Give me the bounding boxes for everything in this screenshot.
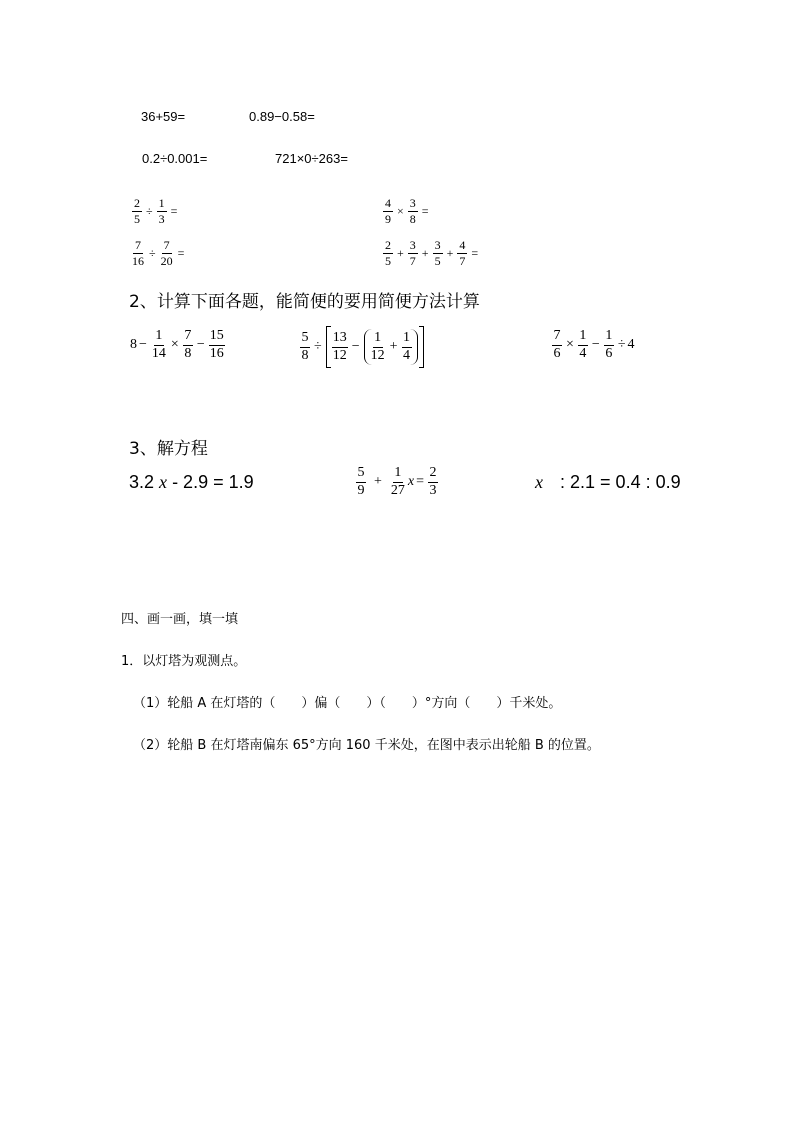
operator: × <box>397 203 404 218</box>
frac-expr-a <box>130 197 179 225</box>
oral-r1c2: 0.89−0.58= <box>249 109 315 124</box>
denominator: 4 <box>579 345 587 361</box>
operator: + <box>389 339 398 355</box>
left-square-bracket <box>326 326 331 368</box>
numerator: 4 <box>385 196 391 210</box>
numerator: 1 <box>373 331 383 348</box>
operator: × <box>566 337 574 353</box>
denominator: 8 <box>409 211 416 226</box>
numerator: 1 <box>158 196 165 210</box>
equals: = <box>421 203 429 218</box>
equation-2 <box>354 466 440 498</box>
denominator: 7 <box>459 253 466 268</box>
numerator: 1 <box>393 466 403 483</box>
numerator: 4 <box>459 238 466 252</box>
oral-r2c1: 0.2÷0.001= <box>142 151 208 166</box>
section-3-title: 3、解方程 <box>129 439 208 459</box>
operator: − <box>196 337 205 353</box>
denominator: 8 <box>184 345 192 361</box>
numerator: 7 <box>163 238 170 252</box>
numerator: 2 <box>428 466 438 483</box>
calc-expr-1 <box>130 329 227 361</box>
numerator: 3 <box>409 238 416 252</box>
denominator: 8 <box>301 347 309 363</box>
numerator: 15 <box>209 329 225 346</box>
equals: = <box>177 245 185 260</box>
numerator: 3 <box>434 238 441 252</box>
denominator: 12 <box>332 347 347 363</box>
equation-rest: - 2.9 = 1.9 <box>172 472 254 492</box>
operator: + <box>421 245 429 260</box>
denominator: 27 <box>390 482 405 498</box>
numerator: 1 <box>578 329 588 346</box>
equals: = <box>471 245 479 260</box>
integer: 8 <box>130 337 137 353</box>
question-1: 1．以灯塔为观测点。 <box>121 654 247 669</box>
variable-x: x <box>535 472 543 492</box>
equals: = <box>170 203 178 218</box>
denominator: 5 <box>385 253 391 268</box>
variable-x: x <box>159 472 168 492</box>
operator: ÷ <box>617 337 626 353</box>
denominator: 16 <box>132 253 144 268</box>
square-bracket-group <box>326 326 424 368</box>
numerator: 1 <box>154 329 164 346</box>
frac-expr-b <box>381 197 431 225</box>
operator: − <box>139 337 147 353</box>
coefficient: 3.2 <box>129 472 155 492</box>
calc-expr-3 <box>550 329 635 361</box>
frac-expr-c <box>129 239 186 267</box>
parenthesis-group <box>364 329 418 365</box>
numerator: 5 <box>356 466 366 483</box>
numerator: 2 <box>134 196 140 210</box>
numerator: 13 <box>332 331 348 348</box>
operator: ÷ <box>149 245 156 260</box>
section-2-title: 2、计算下面各题，能简便的要用简便方法计算 <box>129 292 480 312</box>
operator: ÷ <box>314 339 322 355</box>
denominator: 5 <box>134 211 140 226</box>
integer: 4 <box>627 337 635 353</box>
denominator: 16 <box>209 345 224 361</box>
denominator: 6 <box>553 345 561 361</box>
denominator: 3 <box>158 211 165 226</box>
numerator: 7 <box>183 329 193 346</box>
equation-rest: : 2.1 = 0.4 : 0.9 <box>560 472 681 492</box>
operator: × <box>170 337 179 353</box>
denominator: 14 <box>151 345 166 361</box>
denominator: 5 <box>434 253 441 268</box>
denominator: 4 <box>403 347 410 363</box>
calc-expr-2 <box>298 326 426 368</box>
operator: + <box>374 474 382 490</box>
numerator: 7 <box>135 238 141 252</box>
denominator: 9 <box>357 482 365 498</box>
operator: + <box>397 245 404 260</box>
numerator: 5 <box>300 331 310 348</box>
oral-r2c2: 721×0÷263= <box>275 151 348 166</box>
numerator: 3 <box>409 196 416 210</box>
denominator: 3 <box>429 482 437 498</box>
right-square-bracket <box>419 326 424 368</box>
question-1-part-2: （2）轮船 B 在灯塔南偏东 65°方向 160 千米处，在图中表示出轮船 B 的位置。 <box>133 738 600 753</box>
numerator: 1 <box>604 329 614 346</box>
equals: = <box>416 474 425 490</box>
operator: + <box>446 245 454 260</box>
denominator: 6 <box>605 345 613 361</box>
operator: − <box>591 337 600 353</box>
question-1-part-1: （1）轮船 A 在灯塔的（ ）偏（ ）（ ）°方向（ ）千米处。 <box>133 696 562 711</box>
numerator: 7 <box>552 329 562 346</box>
denominator: 20 <box>160 253 173 268</box>
equation-3 <box>535 472 681 493</box>
equation-1 <box>129 472 254 493</box>
operator: − <box>351 339 360 355</box>
denominator: 9 <box>385 211 391 226</box>
section-4-title: 四、画一画，填一填 <box>121 612 239 627</box>
numerator: 2 <box>385 238 391 252</box>
denominator: 7 <box>409 253 416 268</box>
oral-r1c1: 36+59= <box>141 109 186 124</box>
frac-expr-d <box>381 239 480 267</box>
variable-x: x <box>407 474 415 490</box>
denominator: 12 <box>370 347 385 363</box>
numerator: 1 <box>402 331 412 348</box>
operator: ÷ <box>146 203 153 218</box>
